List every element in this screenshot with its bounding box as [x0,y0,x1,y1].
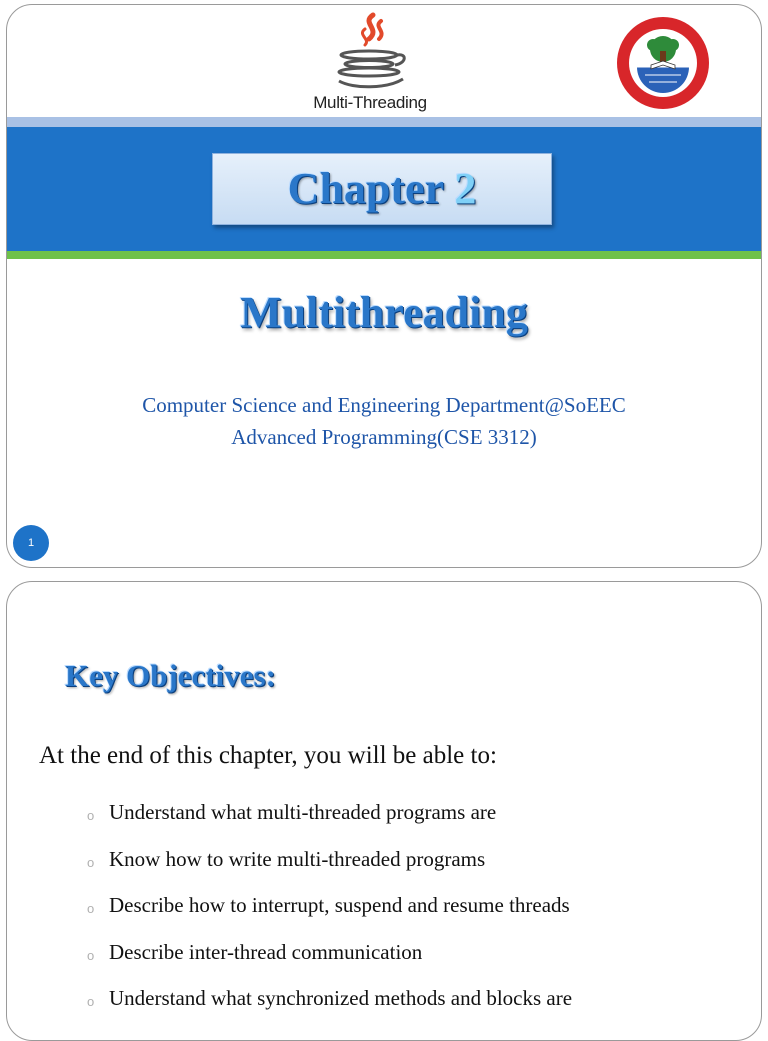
university-seal-icon [615,15,711,111]
objectives-list [87,800,572,1033]
chapter-label [212,153,552,225]
objectives-slide [6,581,762,1041]
slide-title: Multithreading [240,288,528,337]
objective-text: Know how to write multi-threaded programs [109,846,486,871]
logo-caption: Multi-Threading [313,93,427,112]
objective-text: Understand what multi-threaded programs are [109,800,497,824]
bullet-icon: o [87,994,95,1009]
list-item [87,800,572,847]
chapter-number: 2 [454,164,477,213]
objectives-intro: At the end of this chapter, you will be able to: [39,742,497,769]
band-top-stripe [7,117,761,127]
bullet-icon: o [87,947,95,963]
java-coffee-cup-icon [295,9,445,93]
objective-text: Describe inter-thread communication [109,939,423,964]
objective-text: Understand what synchronized methods and blocks are [109,986,573,1010]
objective-text: Describe how to interrupt, suspend and resume threads [109,893,570,917]
objectives-heading: Key Objectives: [65,658,276,693]
page-number-badge: 1 [13,525,49,561]
list-item [87,893,572,940]
list-item [87,986,572,1033]
bullet-icon: o [87,854,95,870]
bullet-icon: o [87,808,95,823]
chapter-word: Chapter [287,164,444,213]
java-logo [295,9,445,117]
list-item [87,940,572,987]
list-item [87,847,572,894]
title-slide [6,4,762,568]
bullet-icon: o [87,901,95,916]
course-line: Advanced Programming(CSE 3312) [231,425,537,449]
band-bottom-stripe [7,251,761,259]
department-line: Computer Science and Engineering Department@SoEEC [142,393,626,417]
